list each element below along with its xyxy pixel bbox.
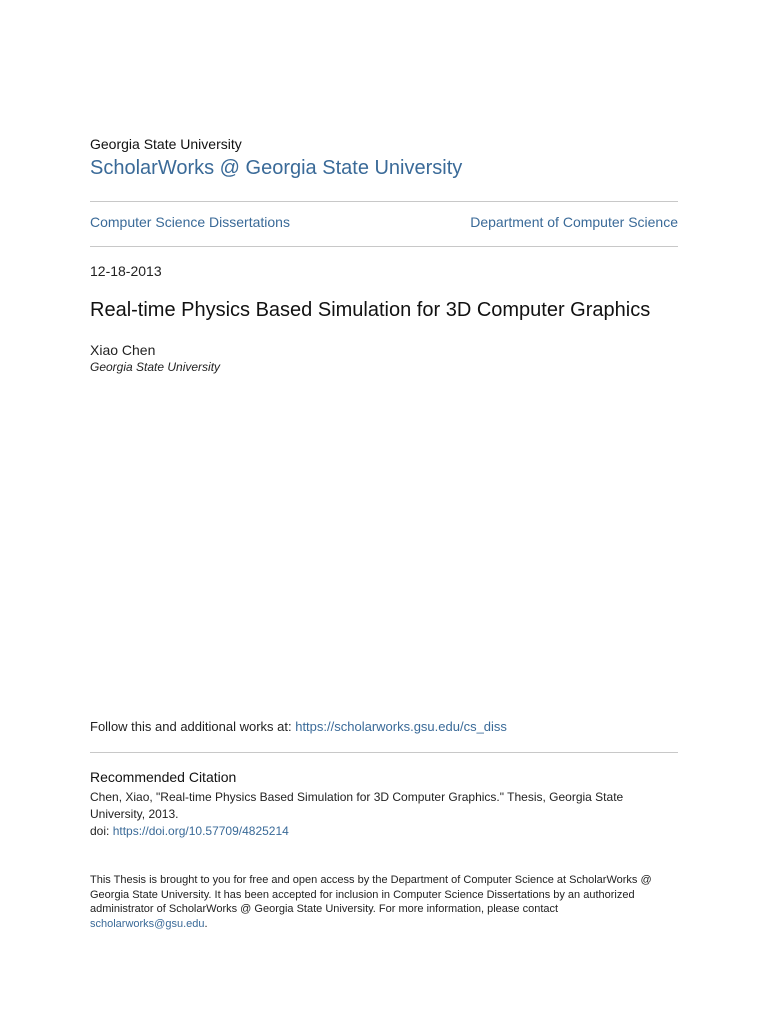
notice-text: This Thesis is brought to you for free and open access by the Department of Computer Science at ScholarWorks @ Georgia State University. It has been accepted for inclusion in Computer Science Dissertations by an authorized administrator of ScholarWorks @ Georgia State University. For more information, please contact [90,874,652,915]
collection-url-link[interactable]: https://scholarworks.gsu.edu/cs_diss [295,719,507,734]
cover-page [90,0,678,1024]
repository-link[interactable]: ScholarWorks @ Georgia State University [90,157,463,179]
collection-link[interactable]: Computer Science Dissertations [90,214,290,230]
access-notice [90,873,678,931]
divider-top [90,201,678,202]
publication-date: 12-18-2013 [90,263,162,279]
author-name: Xiao Chen [90,342,156,358]
doi-label: doi: [90,824,113,838]
doi-line [90,824,289,838]
notice-suffix: . [204,917,208,930]
breadcrumb [90,214,678,230]
author-affiliation: Georgia State University [90,360,221,374]
contact-email-link[interactable]: scholarworks@gsu.edu [90,917,205,930]
institution-name: Georgia State University [90,136,242,152]
doi-link[interactable]: https://doi.org/10.57709/4825214 [112,824,289,838]
follow-text: Follow this and additional works at: [90,719,296,734]
citation-heading: Recommended Citation [90,769,237,785]
citation-text: Chen, Xiao, "Real-time Physics Based Simulation for 3D Computer Graphics." Thesis, Georgia State University, 2013. [90,790,624,821]
divider-breadcrumb [90,246,678,247]
document-title: Real-time Physics Based Simulation for 3D Computer Graphics [90,299,651,321]
divider-citation [90,752,678,753]
department-link[interactable]: Department of Computer Science [470,214,678,230]
follow-line [90,719,507,734]
